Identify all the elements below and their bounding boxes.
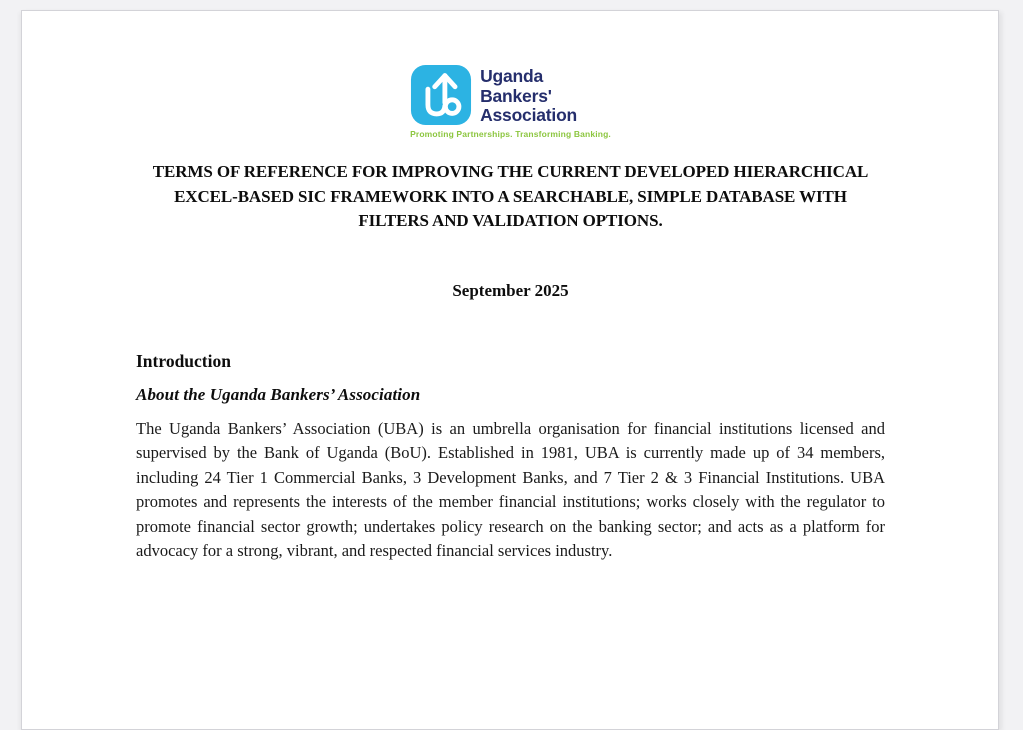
logo-word-line: Bankers'	[480, 85, 552, 106]
uba-logo	[410, 64, 611, 139]
logo-word-line: Uganda	[480, 66, 544, 86]
section-heading-introduction: Introduction	[136, 350, 231, 371]
logo-wordmark	[480, 64, 577, 126]
document-title	[136, 160, 885, 234]
logo-tagline: Promoting Partnerships. Transforming Banking.	[410, 129, 611, 139]
uba-monogram-icon	[410, 64, 472, 126]
section-subheading-about-uba: About the Uganda Bankers’ Association	[136, 384, 421, 404]
logo-word-line: Association	[480, 105, 578, 125]
document-page	[21, 10, 999, 730]
page-content	[22, 11, 998, 564]
body-paragraph: The Uganda Bankers’ Association (UBA) is an umbrella organisation for financial institutions licensed and supervised by the Bank of Uganda (BoU). Established in 1981, UBA is currently made up of 34 members, including 24 Tier 1 Commercial Banks, 3 Development Banks, and 7 Tier 2 & 3 Financial Institutions. UBA promotes and represents the interests of the member financial institutions; works closely with the regulator to promote financial sector growth; undertakes policy research on the banking sector; and acts as a platform for advocacy for a strong, vibrant, and respected financial services industry.	[136, 418, 885, 561]
document-title-line: FILTERS AND VALIDATION OPTIONS.	[358, 211, 663, 230]
document-title-line: EXCEL-BASED SIC FRAMEWORK INTO A SEARCHABLE, SIMPLE DATABASE WITH	[174, 186, 847, 206]
document-date: September 2025	[452, 280, 569, 300]
document-title-line: TERMS OF REFERENCE FOR IMPROVING THE CURRENT DEVELOPED HIERARCHICAL	[152, 162, 869, 181]
